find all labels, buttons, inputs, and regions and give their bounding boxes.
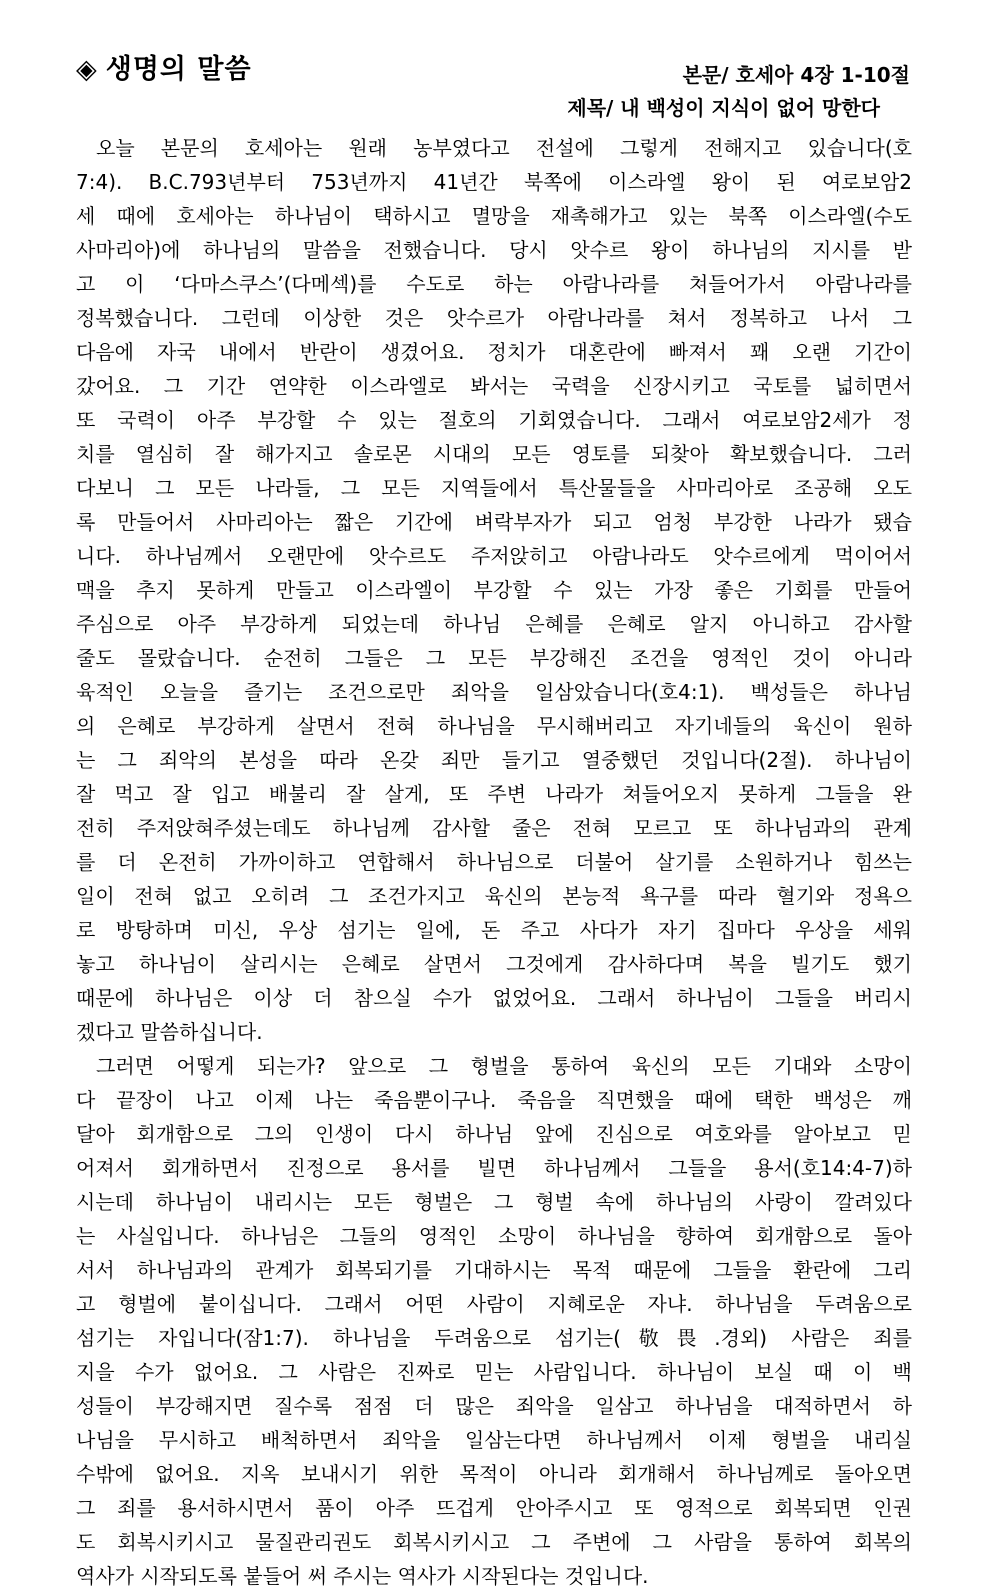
- sermon-title: 제목/ 내 백성이 지식이 없어 망한다: [567, 96, 880, 120]
- body-line: 지을 수가 없어요. 그 사람은 진짜로 믿는 사람입니다. 하나님이 보실 때 이 백: [76, 1360, 912, 1384]
- body-line: 록 만들어서 사마리아는 짧은 기간에 벼락부자가 되고 엄청 부강한 나라가 됐습: [76, 510, 912, 534]
- body-line: 그 죄를 용서하시면서 품이 아주 뜨겁게 안아주시고 또 영적으로 회복되면 인권: [76, 1496, 912, 1520]
- body-line: 맥을 추지 못하게 만들고 이스라엘이 부강할 수 있는 가장 좋은 기회를 만들어: [76, 578, 912, 602]
- body-line: 갔어요. 그 기간 연약한 이스라엘로 봐서는 국력을 신장시키고 국토를 넓히면서: [76, 374, 912, 398]
- body-line: 전히 주저앉혀주셨는데도 하나님께 감사할 줄은 전혀 모르고 또 하나님과의 관계: [76, 816, 912, 840]
- body-line: 고 형벌에 붙이십니다. 그래서 어떤 사람이 지혜로운 자냐. 하나님을 두려움으로: [76, 1292, 912, 1316]
- body-line: 놓고 하나님이 살리시는 은혜로 살면서 그것에게 감사하다며 복을 빌기도 했기: [76, 952, 912, 976]
- scripture-reference: 본문/ 호세아 4장 1-10절: [682, 63, 910, 87]
- body-line: 를 더 온전히 가까이하고 연합해서 하나님으로 더불어 살기를 소원하거나 힘쓰는: [76, 850, 912, 874]
- body-line: 달아 회개함으로 그의 인생이 다시 하나님 앞에 진심으로 여호와를 알아보고 믿: [76, 1122, 912, 1146]
- body-line: 줄도 몰랐습니다. 순전히 그들은 그 모든 부강해진 조건을 영적인 것이 아니라: [76, 646, 912, 670]
- body-line: 서서 하나님과의 관계가 회복되기를 기대하시는 목적 때문에 그들을 환란에 그리: [76, 1258, 912, 1282]
- body-line: 로 방탕하며 미신, 우상 섬기는 일에, 돈 주고 사다가 자기 집마다 우상을 세워: [76, 918, 912, 942]
- column-heading: [76, 50, 252, 90]
- body-line: 수밖에 없어요. 지옥 보내시기 위한 목적이 아니라 회개해서 하나님께로 돌아오면: [76, 1462, 912, 1486]
- body-line: 일이 전혀 없고 오히려 그 조건가지고 육신의 본능적 욕구를 따라 혈기와 정욕으: [76, 884, 912, 908]
- body-line: 역사가 시작되도록 붙들어 써 주시는 역사가 시작된다는 것입니다.: [76, 1564, 649, 1588]
- body-line: 다보니 그 모든 나라들, 그 모든 지역들에서 특산물들을 사마리아로 조공해 오도: [76, 476, 912, 500]
- body-line: 그러면 어떻게 되는가? 앞으로 그 형벌을 통하여 육신의 모든 기대와 소망이: [96, 1054, 912, 1078]
- body-line: 오늘 본문의 호세아는 원래 농부였다고 전설에 그렇게 전해지고 있습니다(호: [96, 136, 912, 160]
- body-line: 때문에 하나님은 이상 더 참으실 수가 없었어요. 그래서 하나님이 그들을 버리시: [76, 986, 912, 1010]
- body-line: 어져서 회개하면서 진정으로 용서를 빌면 하나님께서 그들을 용서(호14:4-7)하: [76, 1156, 912, 1180]
- body-line: 도 회복시키시고 물질관리권도 회복시키시고 그 주변에 그 사람을 통하여 회복의: [76, 1530, 912, 1554]
- body-line: 섬기는 자입니다(잠1:7). 하나님을 두려움으로 섬기는(敬畏.경외) 사람은 죄를: [76, 1326, 912, 1350]
- body-line: 다음에 자국 내에서 반란이 생겼어요. 정치가 대혼란에 빠져서 꽤 오랜 기간이: [76, 340, 912, 364]
- diamond-bullet-icon: ◈: [76, 54, 98, 85]
- body-line: 의 은혜로 부강하게 살면서 전혀 하나님을 무시해버리고 자기네들의 육신이 원하: [76, 714, 912, 738]
- body-line: 7:4). B.C.793년부터 753년까지 41년간 북쪽에 이스라엘 왕이 된 여로보암2: [76, 170, 912, 194]
- body-line: 고 이 ‘다마스쿠스’(다메섹)를 수도로 하는 아람나라를 쳐들어가서 아람나라를: [76, 272, 912, 296]
- body-line: 주심으로 아주 부강하게 되었는데 하나님 은혜를 은혜로 알지 아니하고 감사할: [76, 612, 912, 636]
- sermon-body: [76, 131, 912, 1593]
- body-line: 세 때에 호세아는 하나님이 택하시고 멸망을 재촉해가고 있는 북쪽 이스라엘(수도: [76, 204, 912, 228]
- body-line: 육적인 오늘을 즐기는 조건으로만 죄악을 일삼았습니다(호4:1). 백성들은 하나님: [76, 680, 912, 704]
- body-line: 는 그 죄악의 본성을 따라 온갖 죄만 들기고 열중했던 것입니다(2절). 하나님이: [76, 748, 912, 772]
- body-line: 잘 먹고 잘 입고 배불리 잘 살게, 또 주변 나라가 쳐들어오지 못하게 그들을 완: [76, 782, 912, 806]
- body-line: 성들이 부강해지면 질수록 점점 더 많은 죄악을 일삼고 하나님을 대적하면서 하: [76, 1394, 912, 1418]
- body-line: 사마리아)에 하나님의 말씀을 전했습니다. 당시 앗수르 왕이 하나님의 지시를 받: [76, 238, 912, 262]
- body-line: 니다. 하나님께서 오랜만에 앗수르도 주저앉히고 아람나라도 앗수르에게 먹이어서: [76, 544, 912, 568]
- body-line: 정복했습니다. 그런데 이상한 것은 앗수르가 아람나라를 쳐서 정복하고 나서 그: [76, 306, 912, 330]
- body-line: 나님을 무시하고 배척하면서 죄악을 일삼는다면 하나님께서 이제 형벌을 내리실: [76, 1428, 912, 1452]
- body-line: 또 국력이 아주 부강할 수 있는 절호의 기회였습니다. 그래서 여로보암2세가 정: [76, 408, 912, 432]
- body-line: 겠다고 말씀하십니다.: [76, 1020, 263, 1044]
- body-line: 다 끝장이 나고 이제 나는 죽음뿐이구나. 죽음을 직면했을 때에 택한 백성은 깨: [76, 1088, 912, 1112]
- body-line: 는 사실입니다. 하나님은 그들의 영적인 소망이 하나님을 향하여 회개함으로 돌아: [76, 1224, 912, 1248]
- body-line: 치를 열심히 잘 해가지고 솔로몬 시대의 모든 영토를 되찾아 확보했습니다. 그러: [76, 442, 912, 466]
- column-heading-text: 생명의 말씀: [105, 54, 252, 85]
- body-line: 시는데 하나님이 내리시는 모든 형벌은 그 형벌 속에 하나님의 사랑이 깔려있다: [76, 1190, 912, 1214]
